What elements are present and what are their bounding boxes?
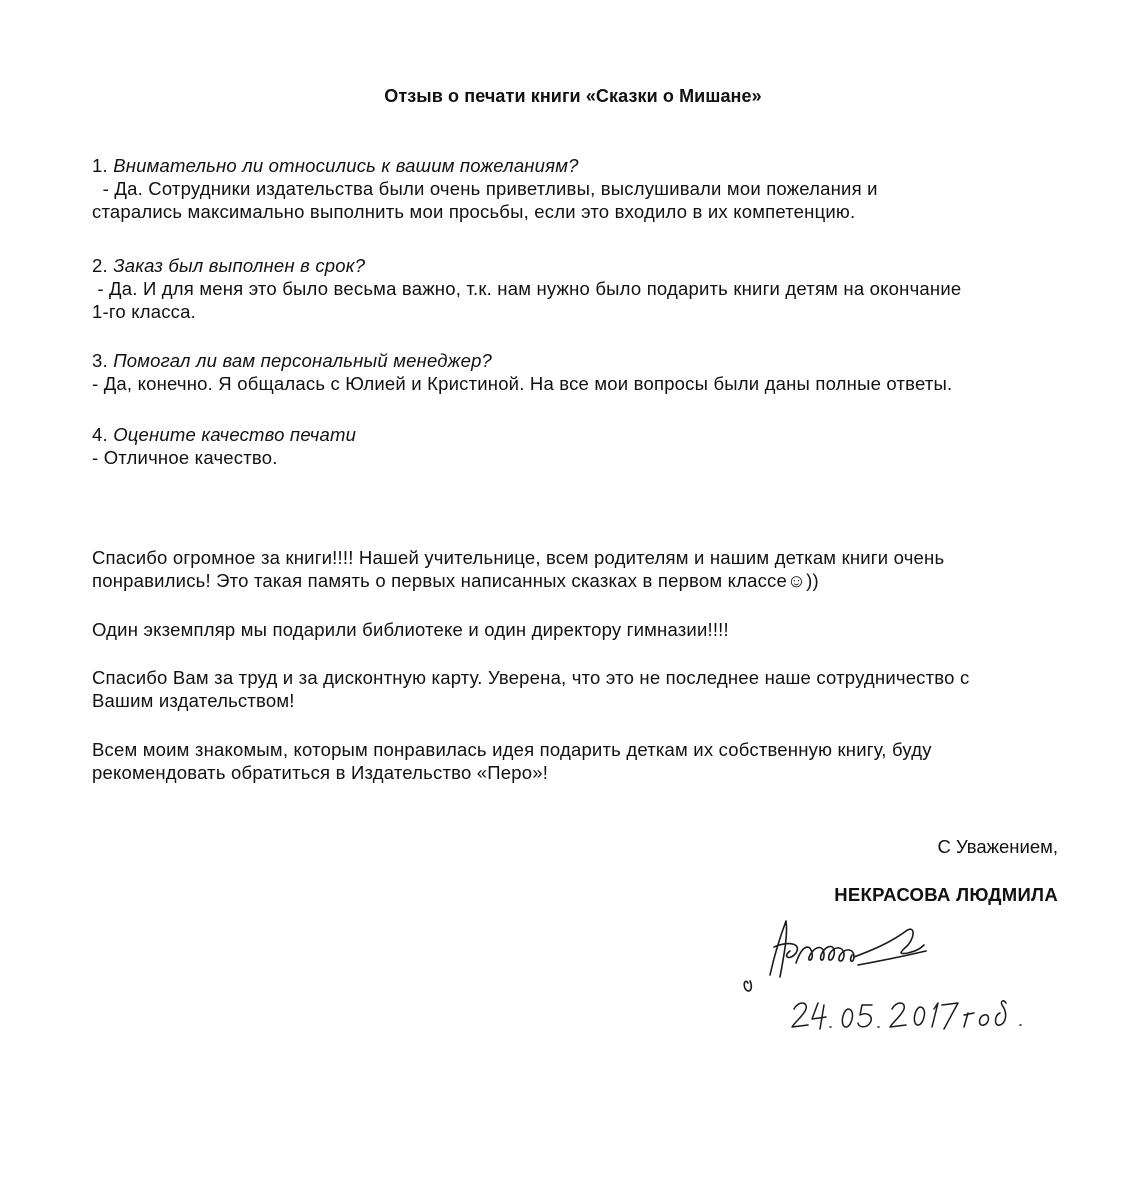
question-text: Оцените качество печати (113, 424, 357, 445)
question-text: Внимательно ли относились к вашим пожеланиям? (113, 155, 579, 176)
question-line (92, 349, 1082, 372)
document-title: Отзыв о печати книги «Сказки о Мишане» (384, 86, 762, 106)
signature-stroke (744, 981, 751, 991)
signature-stroke (858, 951, 926, 965)
signature-stroke (854, 929, 924, 957)
signature-stroke (796, 946, 854, 963)
question-number: 4. (92, 424, 108, 445)
question-block-1 (92, 154, 1082, 223)
handwritten-signature-and-date (730, 905, 1060, 1055)
signature-stroke (770, 921, 787, 977)
answer-line: старались максимально выполнить мои просьбы, если это входило в их компетенцию. (92, 201, 856, 222)
question-line (92, 423, 1082, 446)
question-text: Помогал ли вам персональный менеджер? (113, 350, 493, 371)
question-block-2 (92, 254, 1082, 323)
question-number: 3. (92, 350, 108, 371)
answer-line: 1-го класса. (92, 301, 196, 322)
closing-regards: С Уважением, (937, 836, 1058, 857)
paragraph-line: понравились! Это такая память о первых написанных сказках в первом классе☺)) (92, 570, 819, 591)
answer-line: - Отличное качество. (92, 447, 278, 468)
answer-line: - Да, конечно. Я общалась с Юлией и Кристиной. На все мои вопросы были даны полные ответы. (92, 373, 953, 394)
paragraph-line: рекомендовать обратиться в Издательство «Перо»! (92, 762, 549, 783)
paragraph-line: Один экземпляр мы подарили библиотеке и один директору гимназии!!!! (92, 619, 729, 640)
question-text: Заказ был выполнен в срок? (113, 255, 366, 276)
answer-line: - Да. И для меня это было весьма важно, т.к. нам нужно было подарить книги детям на окончание (92, 278, 962, 299)
question-line (92, 154, 1082, 177)
question-number: 1. (92, 155, 108, 176)
signer-name: НЕКРАСОВА ЛЮДМИЛА (834, 884, 1058, 905)
paragraph-line: Спасибо огромное за книги!!!! Нашей учительнице, всем родителям и нашим деткам книги очень (92, 547, 945, 568)
question-block-3 (92, 349, 1082, 395)
paragraph-line: Вашим издательством! (92, 690, 295, 711)
paragraph-line: Спасибо Вам за труд и за дисконтную карту. Уверена, что это не последнее наше сотрудничество с (92, 667, 970, 688)
question-block-4 (92, 423, 1082, 469)
question-line (92, 254, 1082, 277)
question-number: 2. (92, 255, 108, 276)
paragraph-recommendation (92, 738, 1082, 784)
paragraph-copies (92, 618, 1082, 641)
handwritten-date-strokes (792, 1001, 1021, 1029)
paragraph-line: Всем моим знакомым, которым понравилась идея подарить деткам их собственную книгу, буду (92, 739, 932, 760)
paragraph-thanks (92, 546, 1082, 592)
answer-line: - Да. Сотрудники издательства были очень приветливы, выслушивали мои пожелания и (92, 178, 878, 199)
paragraph-gratitude (92, 666, 1082, 712)
